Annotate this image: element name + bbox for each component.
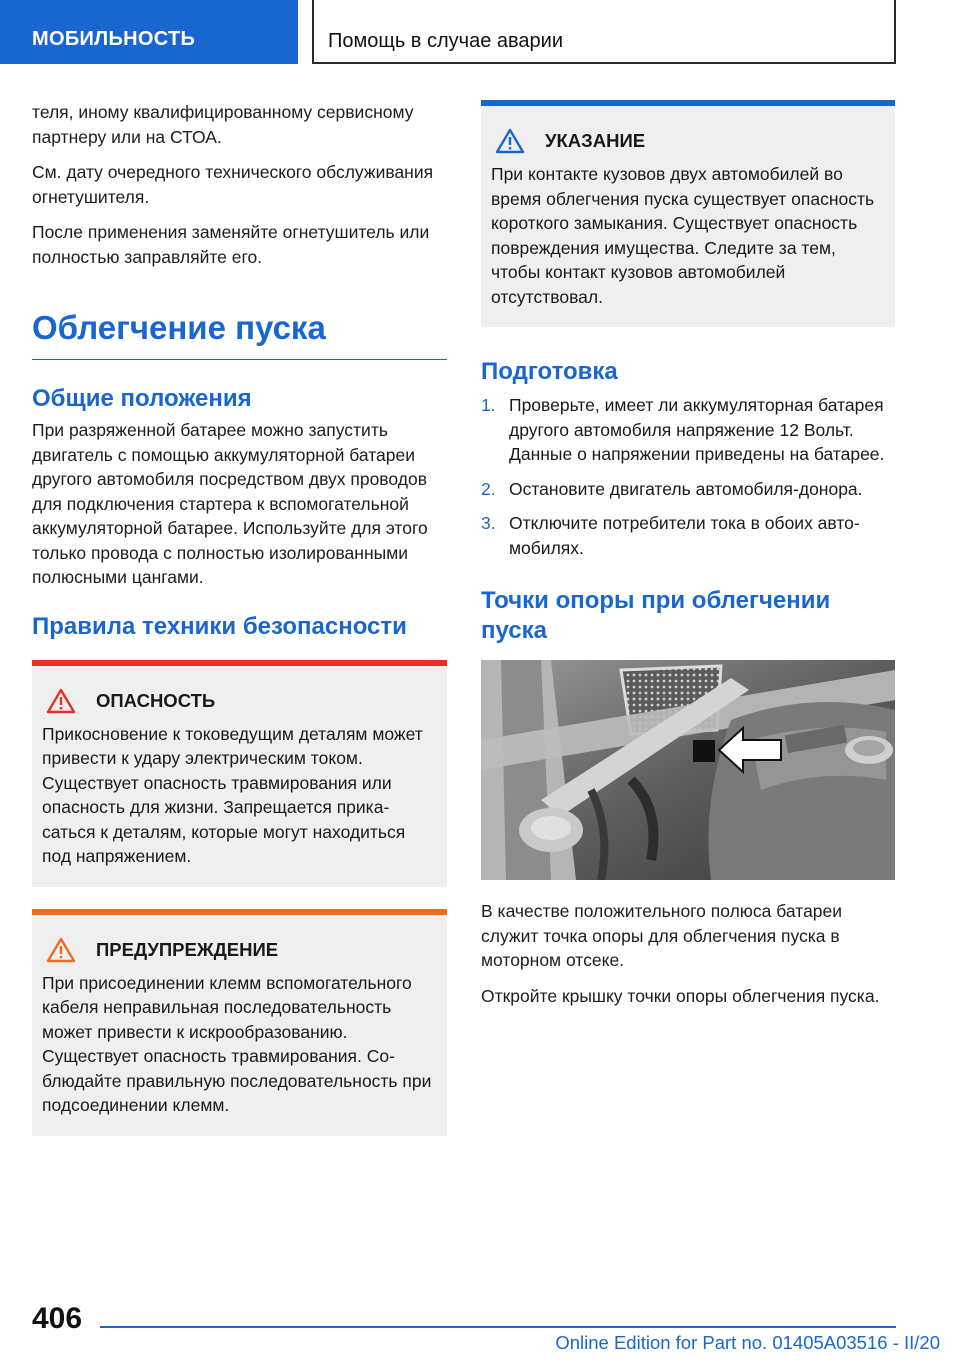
- danger-title: [42, 688, 435, 714]
- warning-triangle-icon: [495, 128, 525, 154]
- step-number: 1.: [481, 395, 496, 415]
- notice-box: [481, 100, 895, 327]
- list-item: [481, 477, 895, 502]
- warning-title: [42, 937, 435, 963]
- list-item: [481, 393, 895, 467]
- warning-triangle-icon: [46, 688, 76, 714]
- step-number: 2.: [481, 478, 496, 499]
- notice-text: При контакте кузовов двух автомобилей во время облегчения пуска существует опасность короткого замыкания. Существует опасность повреждения имущества. Следите за тем, чтобы контакт кузовов автомобилей отсутствовал.: [491, 164, 875, 307]
- list-item: [481, 511, 895, 560]
- chapter-title: Помощь в случае аварии: [312, 0, 896, 64]
- main-heading: Облегчение пуска: [32, 309, 447, 360]
- left-column: [32, 100, 447, 1158]
- intro-paragraph: См. дату очередного технического обслуживания огнетушителя.: [32, 162, 434, 207]
- intro-paragraph: После применения заменяйте огнетушитель или полностью заправляйте его.: [32, 222, 430, 267]
- step-text: Проверьте, имеет ли аккумуляторная батарея другого автомобиля напряжение 12 Вольт. Данные о напряжении приведены на батарее.: [509, 395, 885, 464]
- warning-triangle-icon: [46, 937, 76, 963]
- prep-steps: [481, 393, 895, 560]
- points-heading: Точки опоры при облегчении пуска: [481, 587, 831, 644]
- danger-title-text: ОПАСНОСТЬ: [96, 689, 216, 711]
- step-number: 3.: [481, 513, 496, 533]
- warning-text: При присоединении клемм вспомогательного кабеля неправильная последовательность может привести к искрообразованию. Существует опасность травмирования. Соблюдайте правильную последовательность при подсоединении клемм.: [42, 972, 432, 1115]
- footer-divider: [100, 1326, 896, 1328]
- general-heading: Общие положения: [32, 385, 252, 412]
- notice-title: [491, 128, 883, 154]
- edition-text: Online Edition for Part no. 01405A03516 - II/20: [555, 1332, 940, 1353]
- notice-title-text: УКАЗАНИЕ: [545, 130, 646, 151]
- step-text: Отключите потребители тока в обоих автомобилях.: [509, 513, 860, 558]
- danger-box: [32, 660, 447, 887]
- safety-heading: Правила техники безопасности: [32, 612, 407, 640]
- danger-text: Прикосновение к токоведущим деталям может привести к удару электрическим током. Существует опасность травмирования или опасность для жизни. Запрещается прикасаться к деталям, которые могут находиться под напряжением.: [42, 723, 423, 866]
- engine-bay-photo: [481, 660, 895, 880]
- warning-title-text: ПРЕДУПРЕЖДЕНИЕ: [96, 938, 279, 960]
- step-text: Остановите двигатель автомобиля-донора.: [509, 478, 863, 499]
- section-tab: МОБИЛЬНОСТЬ: [0, 0, 298, 64]
- intro-paragraph: теля, иному квалифицированному сервисному партнеру или на СТОА.: [32, 102, 414, 147]
- right-column: [481, 100, 895, 1019]
- points-paragraph: Откройте крышку точки опоры облегчения пуска.: [481, 985, 880, 1006]
- prep-heading: Подготовка: [481, 358, 618, 385]
- points-paragraph: В качестве положительного полюса батареи служит точка опоры для облегчения пуска в моторном отсеке.: [481, 901, 843, 970]
- general-paragraph: При разряженной батарее можно запустить двигатель с помощью аккумуляторной батареи другого автомобиля посредством двух проводов для подключения стартера к вспомогательной аккумуляторной батарее. Используйте для этого только провода с полностью изолированными полюсными цангами.: [32, 420, 428, 587]
- warning-box: [32, 909, 447, 1136]
- page-number: 406: [32, 1302, 83, 1335]
